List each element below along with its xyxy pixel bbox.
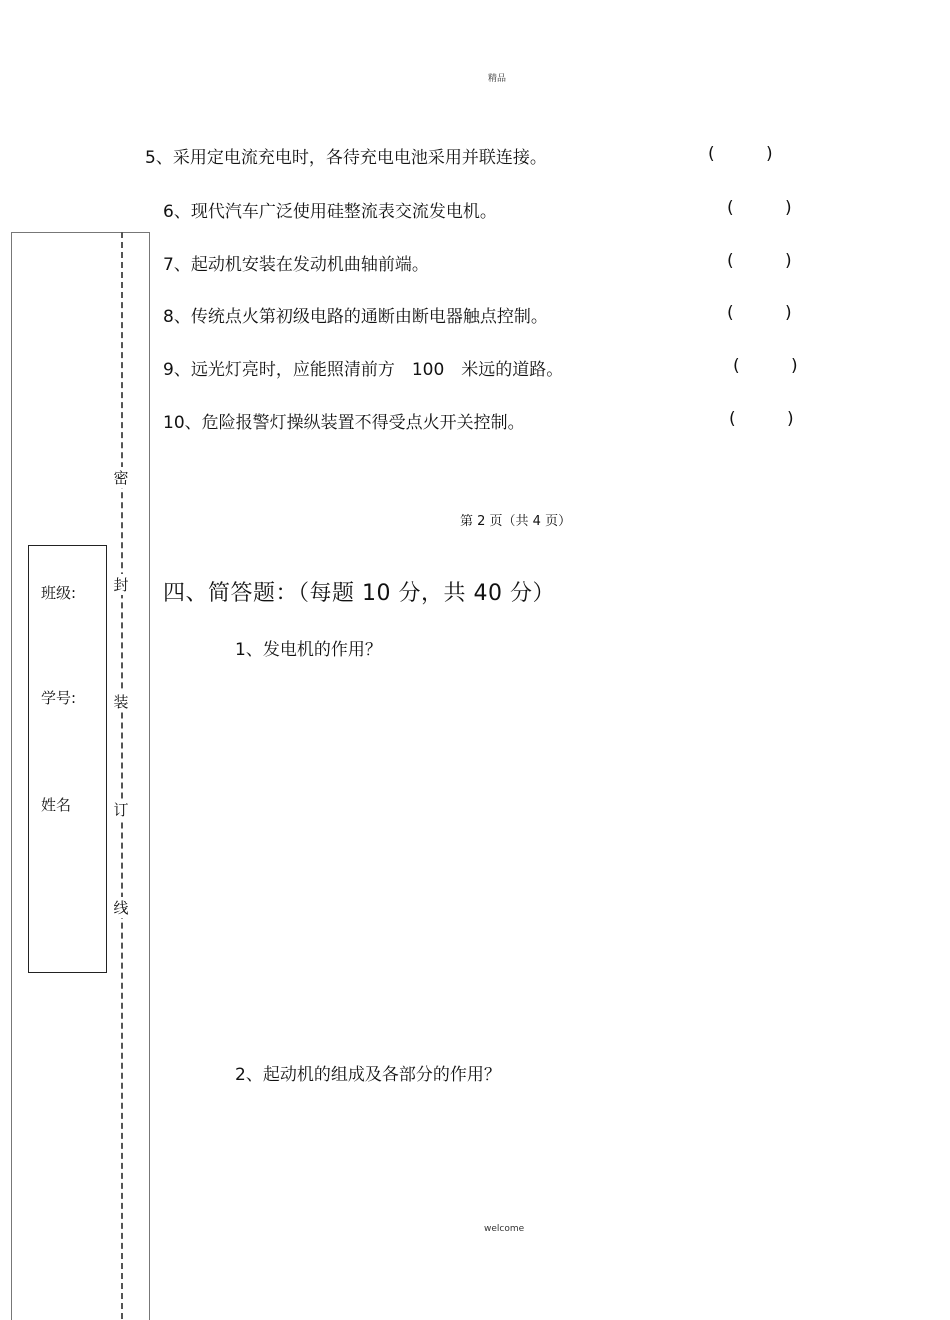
student-id-label: 学号: — [41, 689, 77, 707]
seal-char-feng: 封 — [113, 576, 129, 594]
seal-char-xian: 线 — [113, 899, 129, 917]
header-mark: 精品 — [488, 74, 507, 84]
short-answer-2: 2、起动机的组成及各部分的作用？ — [235, 1065, 501, 1085]
question-5: 5、采用定电流充电时，各待充电电池采用并联连接。 — [145, 148, 547, 168]
answer-paren-open-5: ( — [708, 144, 715, 164]
short-answer-1: 1、发电机的作用？ — [235, 640, 382, 660]
answer-paren-close-6: ) — [785, 198, 792, 218]
answer-paren-open-9: ( — [733, 356, 740, 376]
seal-char-mi: 密 — [113, 469, 129, 487]
student-info-box — [28, 545, 107, 973]
class-label: 班级: — [41, 584, 77, 602]
seal-char-ding: 订 — [113, 801, 129, 819]
answer-paren-open-7: ( — [727, 251, 734, 271]
page-number: 第 2 页（共 4 页） — [460, 514, 572, 529]
answer-paren-close-5: ) — [766, 144, 773, 164]
seal-dashed-line — [121, 232, 123, 1319]
name-label: 姓名 — [41, 796, 72, 814]
answer-paren-close-10: ) — [787, 409, 794, 429]
question-9: 9、远光灯亮时，应能照清前方 100 米远的道路。 — [163, 360, 564, 380]
question-7: 7、起动机安装在发动机曲轴前端。 — [163, 255, 429, 275]
seal-char-zhuang: 装 — [113, 693, 129, 711]
answer-paren-close-7: ) — [785, 251, 792, 271]
answer-paren-close-9: ) — [791, 356, 798, 376]
footer-mark: welcome — [484, 1224, 525, 1234]
answer-paren-open-6: ( — [727, 198, 734, 218]
answer-paren-close-8: ) — [785, 303, 792, 323]
section-title: 四、简答题：（每题 10 分，共 40 分） — [163, 581, 555, 606]
question-6: 6、现代汽车广泛使用硅整流表交流发电机。 — [163, 202, 497, 222]
answer-paren-open-10: ( — [729, 409, 736, 429]
answer-paren-open-8: ( — [727, 303, 734, 323]
question-10: 10、危险报警灯操纵装置不得受点火开关控制。 — [163, 413, 525, 433]
question-8: 8、传统点火第初级电路的通断由断电器触点控制。 — [163, 307, 548, 327]
